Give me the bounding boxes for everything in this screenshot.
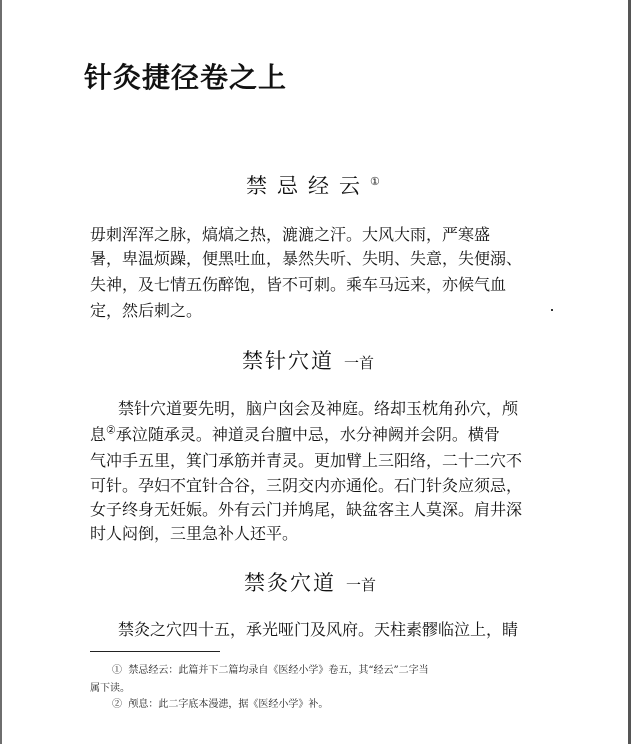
section-heading-jinzhen [242,345,374,375]
section-heading-jinjiu [244,567,376,597]
footnote-ref: ① [370,175,380,188]
footnote-mark: ② [112,699,122,710]
footnote-mark: ① [112,665,122,676]
text-line: 可针。孕妇不宜针合谷，三阴交内亦通伦。石门针灸应须忌， [90,476,523,495]
text-line: 时人闷倒，三里急补人还平。 [90,524,299,543]
text-fragment: 承泣随承灵。神道灵台膻中忌，水分神阙并会阴。横骨 [115,425,500,444]
text-line: 气冲手五里，箕门承筋并青灵。更加臂上三阳络，二十二穴不 [90,451,523,470]
text-line: 禁针穴道要先明，脑户囟会及神庭。络却玉枕角孙穴，颅 [118,399,519,418]
text-line: 失神，及七情五伤醉饱，皆不可刺。乘车马远来，亦候气血 [90,275,507,294]
section-subheading: 一首 [346,576,377,594]
section-heading-jinji [246,170,380,200]
text-fragment: 息 [90,425,107,444]
text-line: 毋刺浑浑之脉，熇熇之热，漉漉之汗。大风大雨，严寒盛 [90,225,491,244]
text-line [90,422,500,445]
section-heading-text: 禁灸穴道 [244,571,336,595]
text-line: 暑，卑温烦躁，便黑吐血，暴然失听、失明、失意，失便溺、 [90,249,523,268]
footnote-text: 颅息：此二字底本漫漶，据《医经小学》补。 [128,699,329,710]
footnote [112,695,328,710]
footnote-text: 禁忌经云：此篇并下二篇均录自《医经小学》卷五，其“经云”二字当 [128,665,429,676]
footnote-continuation: 属下读。 [90,683,130,694]
text-line: 女子终身无妊娠。外有云门并鸠尾，缺盆客主人莫深。肩井深 [90,500,523,519]
footnote-ref: ② [106,423,116,437]
print-speck [551,309,553,311]
text-line: 禁灸之穴四十五，承光哑门及风府。天柱素髎临泣上，睛 [118,620,519,639]
text-line: 定，然后刺之。 [90,301,203,320]
section-subheading: 一首 [344,354,375,372]
footnote-rule [90,651,220,652]
page-title: 针灸捷径卷之上 [84,61,288,94]
footnote [112,661,429,676]
section-heading-text: 禁忌经云 [246,174,370,198]
section-heading-text: 禁针穴道 [242,349,334,373]
